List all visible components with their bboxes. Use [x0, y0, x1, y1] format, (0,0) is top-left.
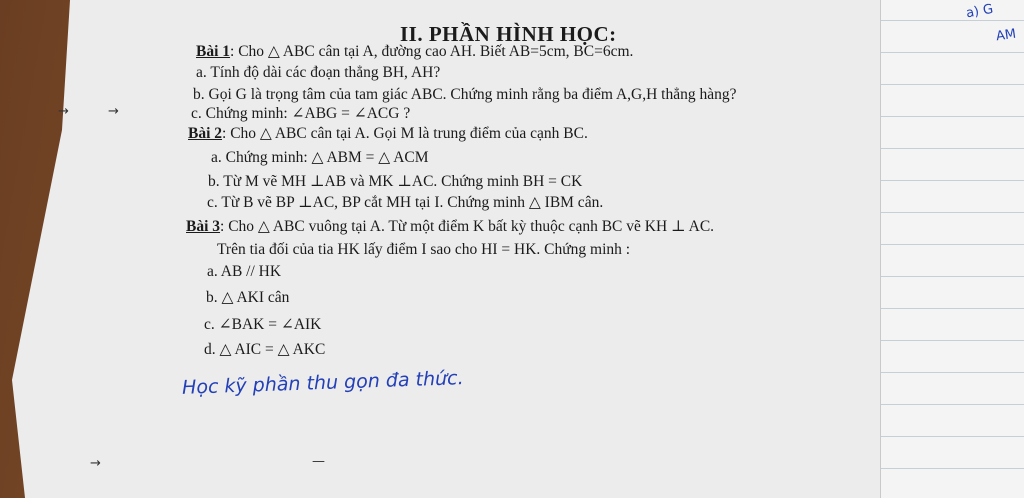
dash-mark: — [312, 454, 325, 469]
margin-note-top: a) G [964, 1, 995, 22]
exercise-3-part-c: c. ∠BAK = ∠AIK [204, 316, 322, 333]
exercise-2-label: Bài 2 [188, 125, 223, 142]
exercise-3-label: Bài 3 [186, 218, 221, 235]
exercise-3-line-2: Trên tia đối của tia HK lấy điểm I sao cho HI = HK. Chứng minh : [217, 241, 631, 258]
exercise-3-intro: : Cho △ ABC vuông tại A. Từ một điểm K bất kỳ thuộc cạnh BC vẽ KH ⊥ AC. [220, 218, 715, 235]
exercise-1-intro: : Cho △ ABC cân tại A, đường cao AH. Biết AB=5cm, BC=6cm. [230, 43, 634, 60]
exercise-2-part-b: b. Từ M vẽ MH ⊥AB và MK ⊥AC. Chứng minh BH = CK [208, 173, 583, 190]
section-title: II. PHẦN HÌNH HỌC: [400, 22, 617, 46]
exercise-2-intro: : Cho △ ABC cân tại A. Gọi M là trung điểm của cạnh BC. [222, 125, 588, 142]
exercise-3-part-b: b. △ AKI cân [206, 289, 290, 306]
arrow-mark: → [58, 104, 69, 119]
arrow-mark: → [90, 456, 101, 471]
exercise-3-part-d: d. △ AIC = △ AKC [204, 341, 326, 358]
exercise-3-part-a: a. AB // HK [207, 263, 282, 280]
handwritten-note: Học kỹ phần thu gọn đa thức. [181, 367, 464, 399]
exercise-2-heading [188, 124, 588, 143]
margin-note-side: AM [995, 26, 1018, 45]
exercise-3-heading [186, 217, 714, 236]
exercise-1-part-c: c. Chứng minh: ∠ABG = ∠ACG ? [191, 105, 411, 122]
exercise-2-part-a: a. Chứng minh: △ ABM = △ ACM [211, 149, 429, 166]
exercise-1-part-a: a. Tính độ dài các đoạn thẳng BH, AH? [196, 64, 441, 81]
exercise-1-heading [196, 42, 633, 61]
exercise-1-label: Bài 1 [196, 43, 231, 60]
exercise-1-part-b: b. Gọi G là trọng tâm của tam giác ABC. Chứng minh rằng ba điểm A,G,H thẳng hàng? [193, 86, 737, 103]
arrow-mark: → [108, 104, 119, 119]
exercise-2-part-c: c. Từ B vẽ BP ⊥AC, BP cắt MH tại I. Chứng minh △ IBM cân. [207, 194, 604, 211]
